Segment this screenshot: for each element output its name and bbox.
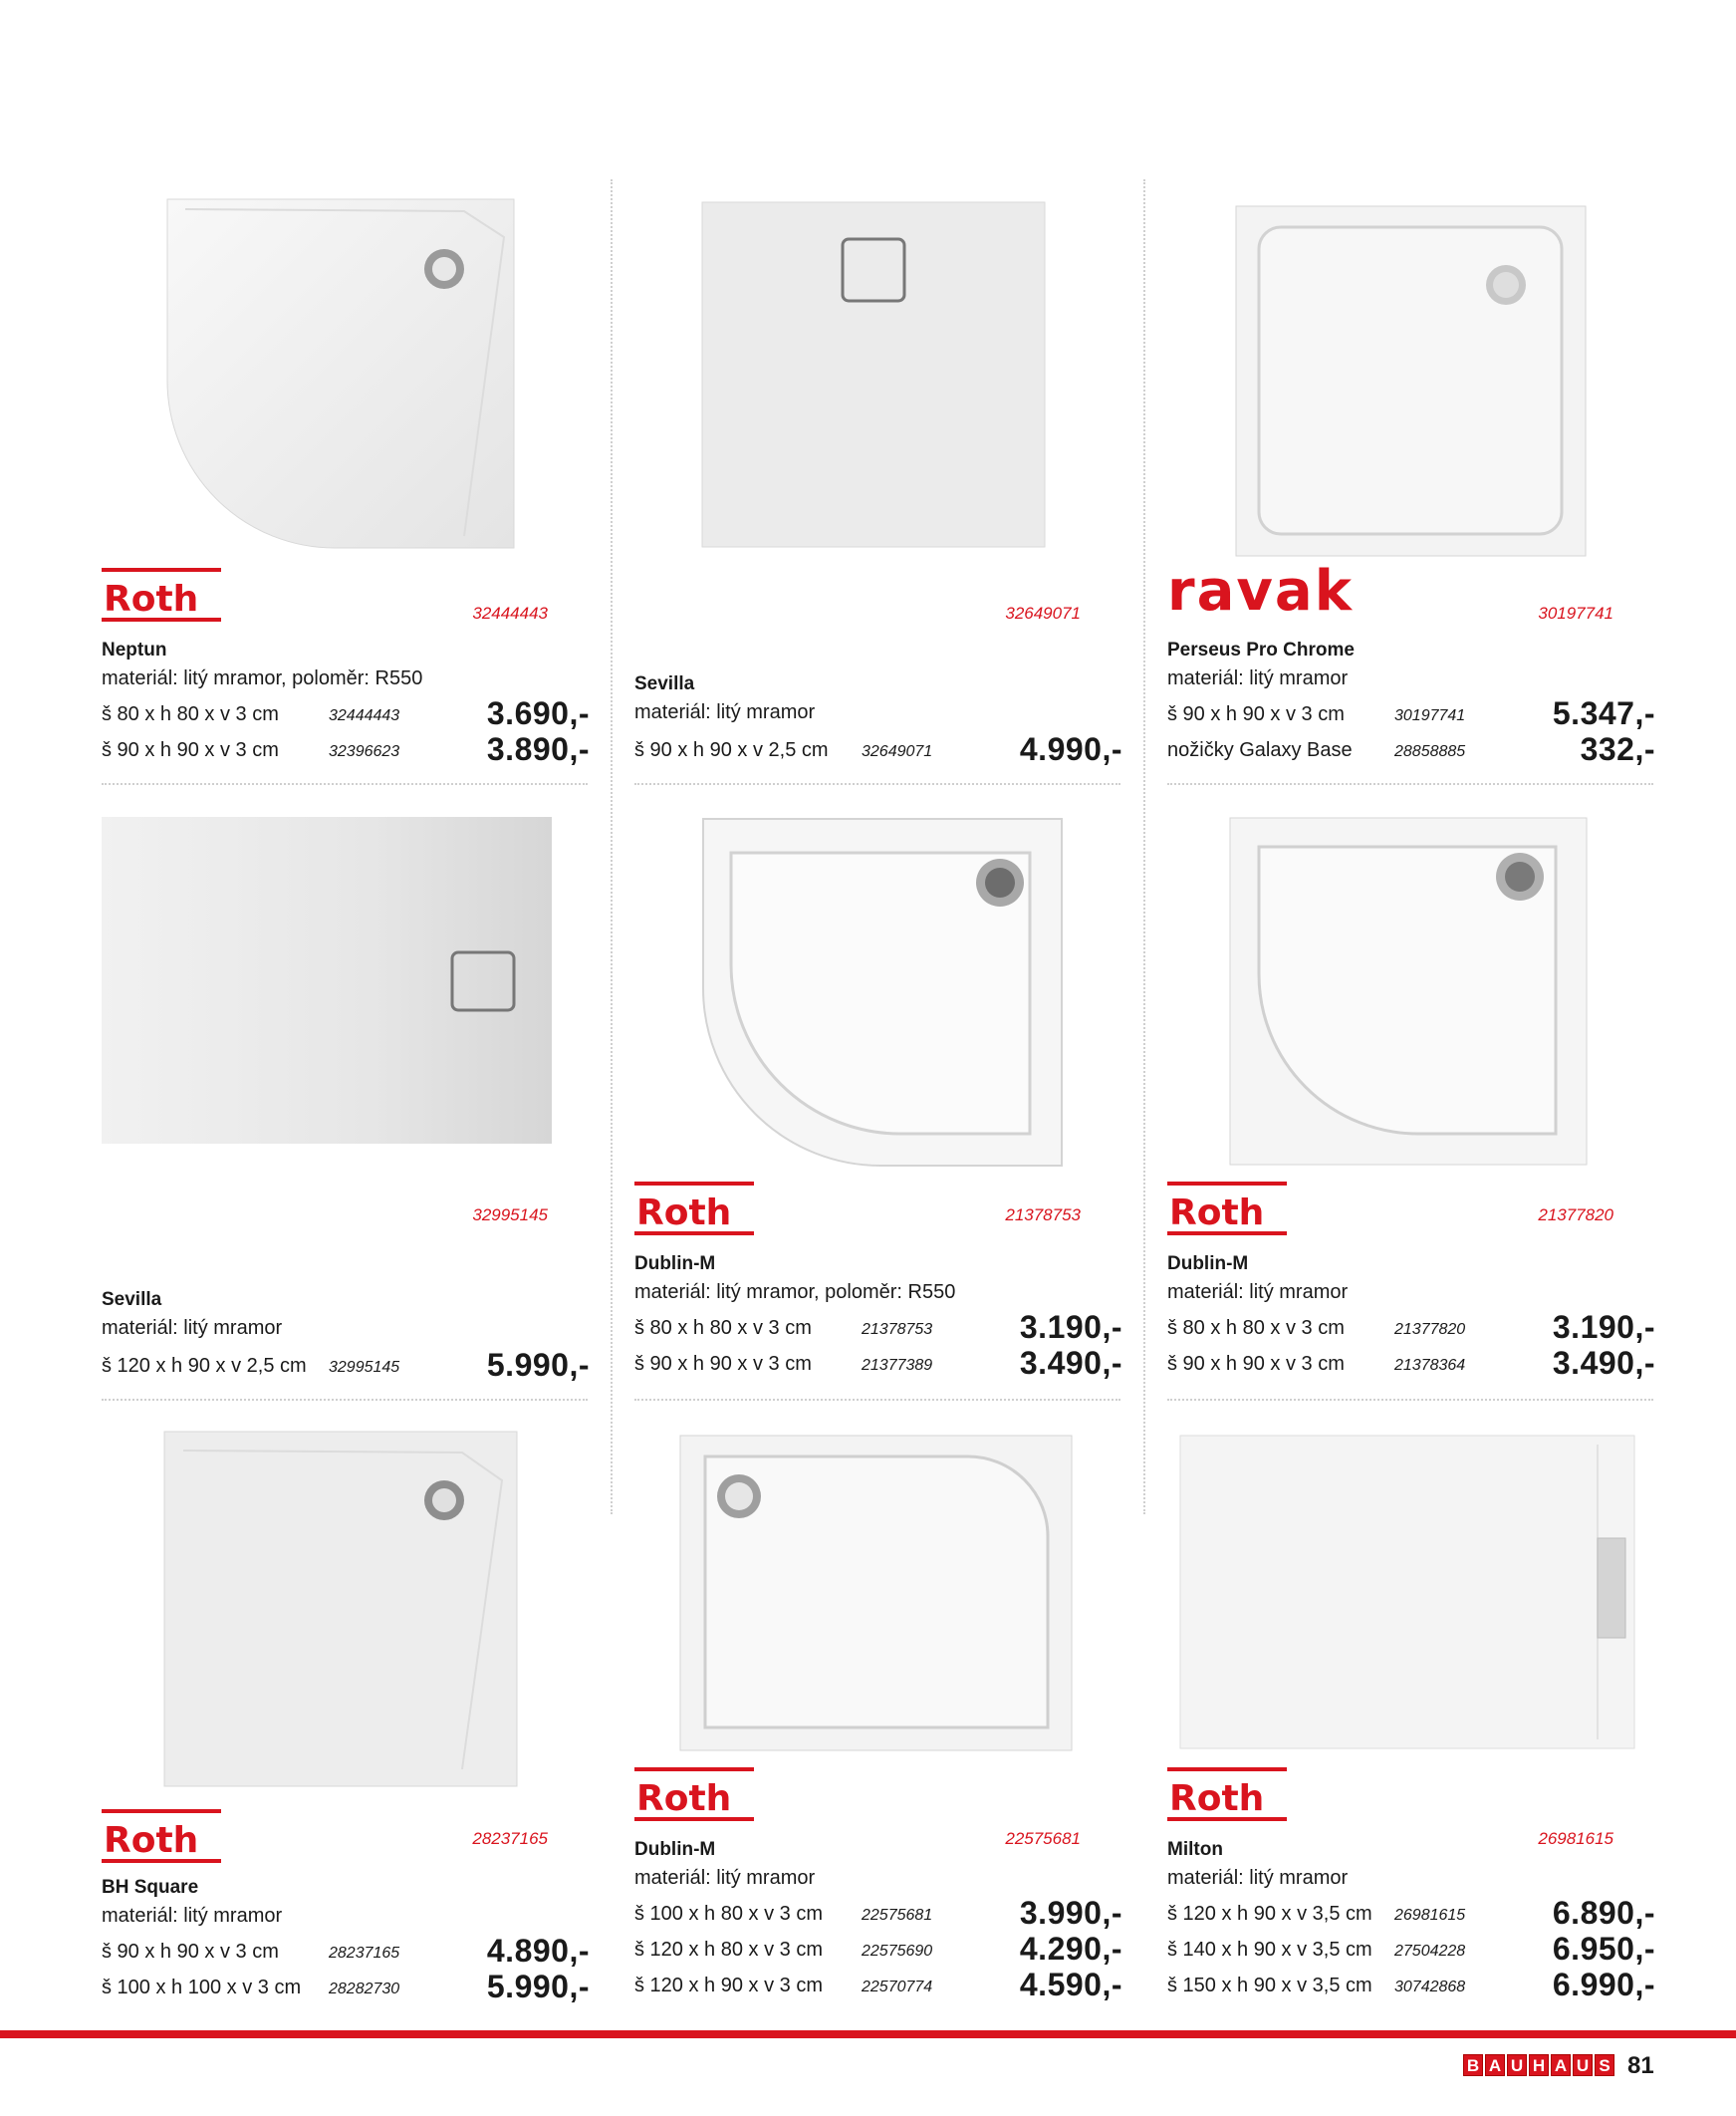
ravak-logo: ravak (1167, 559, 1354, 624)
product-name: BH Square (102, 1877, 199, 1898)
variant-dimensions: š 120 x h 80 x v 3 cm (634, 1939, 823, 1961)
product-material: materiál: litý mramor (1167, 1867, 1349, 1889)
product-card (1167, 559, 1655, 767)
variant-row (1167, 1967, 1655, 2006)
variant-row (1167, 1309, 1655, 1349)
variant-price: 4.290,- (1019, 1931, 1122, 1967)
variant-price: 5.990,- (486, 1969, 590, 2004)
product-material: materiál: litý mramor (634, 1867, 816, 1889)
variant-dimensions: š 90 x h 90 x v 3 cm (634, 1353, 812, 1375)
variant-row (1167, 1895, 1655, 1935)
bauhaus-logo-letter: H (1529, 2054, 1549, 2076)
product-card (634, 1182, 1122, 1381)
shower-tray-square-image (163, 1431, 518, 1787)
product-material: materiál: litý mramor (1167, 667, 1349, 689)
product-name: Dublin-M (634, 1839, 716, 1860)
variant-row (634, 1967, 1122, 2006)
variant-row (102, 731, 590, 771)
variant-row (634, 1895, 1122, 1935)
variant-price: 5.990,- (486, 1347, 590, 1383)
product-material: materiál: litý mramor (102, 1905, 283, 1927)
product-material: materiál: litý mramor (1167, 1281, 1349, 1303)
variant-dimensions: š 90 x h 90 x v 3 cm (102, 739, 279, 761)
roth-logo-text: Roth (1169, 1778, 1265, 1819)
variant-dimensions: š 100 x h 100 x v 3 cm (102, 1977, 302, 1998)
shower-tray-quarter-image (701, 817, 1064, 1168)
variant-dimensions: š 90 x h 90 x v 3 cm (1167, 1353, 1345, 1375)
roth-logo-text: Roth (104, 1820, 199, 1861)
product-card (1167, 1182, 1655, 1381)
variant-code: 22575681 (862, 1907, 933, 1924)
variant-price: 3.690,- (486, 695, 590, 731)
variant-code: 21377389 (862, 1357, 933, 1374)
footer-accent-bar (0, 2030, 1736, 2038)
variant-row (634, 1309, 1122, 1349)
roth-logo (102, 1809, 221, 1865)
variant-price: 3.190,- (1552, 1309, 1655, 1345)
variant-price: 6.890,- (1552, 1895, 1655, 1931)
bauhaus-logo-letter: B (1463, 2054, 1483, 2076)
product-code: 26981615 (1538, 1829, 1613, 1848)
variant-code: 26981615 (1394, 1907, 1466, 1924)
variant-dimensions: š 90 x h 90 x v 3 cm (1167, 703, 1345, 725)
product-code: 22575681 (1005, 1829, 1081, 1848)
product-card (102, 1809, 590, 2008)
column-divider (611, 179, 613, 1514)
bauhaus-logo-letter: U (1573, 2054, 1593, 2076)
product-name: Dublin-M (634, 1253, 716, 1274)
roth-logo (634, 1767, 754, 1823)
product-name: Perseus Pro Chrome (1167, 640, 1355, 661)
variant-row (102, 1933, 590, 1973)
product-code: 30197741 (1538, 604, 1613, 623)
product-card (634, 568, 1122, 767)
variant-dimensions: š 80 x h 80 x v 3 cm (634, 1317, 812, 1339)
variant-row (1167, 1931, 1655, 1971)
product-card (634, 1767, 1122, 2002)
roth-logo-text: Roth (104, 579, 199, 620)
row-divider (634, 783, 1120, 785)
row-divider (634, 1399, 1120, 1401)
variant-row (634, 1345, 1122, 1385)
variant-code: 27504228 (1394, 1943, 1466, 1960)
variant-code: 21378364 (1394, 1357, 1466, 1374)
variant-price: 3.490,- (1019, 1345, 1122, 1381)
variant-dimensions: š 120 x h 90 x v 2,5 cm (102, 1355, 307, 1377)
shower-tray-rectangle-image (102, 817, 552, 1144)
variant-row (1167, 695, 1655, 735)
variant-code: 30742868 (1394, 1979, 1466, 1995)
variant-dimensions: nožičky Galaxy Base (1167, 739, 1353, 761)
variant-dimensions: š 120 x h 90 x v 3,5 cm (1167, 1903, 1372, 1925)
roth-logo (634, 1182, 754, 1237)
roth-logo (1167, 1182, 1287, 1237)
variant-price: 4.590,- (1019, 1967, 1122, 2002)
product-card (102, 1172, 590, 1381)
product-material: materiál: litý mramor (634, 701, 816, 723)
variant-dimensions: š 90 x h 90 x v 3 cm (102, 1941, 279, 1963)
variant-code: 28237165 (329, 1945, 400, 1962)
variant-code: 28282730 (329, 1981, 400, 1997)
shower-tray-rectangle-image (1179, 1435, 1635, 1749)
bauhaus-logo-letter: A (1485, 2054, 1505, 2076)
shower-tray-quarter-image (1229, 817, 1588, 1166)
bauhaus-logo-letter: U (1507, 2054, 1527, 2076)
roth-logo-text: Roth (1169, 1192, 1265, 1233)
bauhaus-logo (1463, 2054, 1616, 2076)
variant-dimensions: š 100 x h 80 x v 3 cm (634, 1903, 823, 1925)
product-name: Sevilla (102, 1289, 162, 1310)
page-number: 81 (1627, 2052, 1654, 2079)
roth-logo (102, 568, 221, 624)
roth-logo-text: Roth (636, 1192, 732, 1233)
product-code: 32649071 (1005, 604, 1081, 623)
row-divider (1167, 1399, 1653, 1401)
bauhaus-logo-letter: S (1595, 2054, 1614, 2076)
variant-price: 332,- (1580, 731, 1655, 767)
variant-code: 22570774 (862, 1979, 933, 1995)
row-divider (1167, 783, 1653, 785)
product-material: materiál: litý mramor, poloměr: R550 (634, 1281, 956, 1303)
product-code: 28237165 (472, 1829, 548, 1848)
product-code: 32444443 (472, 604, 548, 623)
product-material: materiál: litý mramor, poloměr: R550 (102, 667, 423, 689)
variant-row (102, 1969, 590, 2008)
variant-row (102, 695, 590, 735)
variant-price: 3.990,- (1019, 1895, 1122, 1931)
row-divider (102, 1399, 588, 1401)
variant-price: 5.347,- (1552, 695, 1655, 731)
variant-code: 32396623 (329, 743, 400, 760)
variant-price: 6.990,- (1552, 1967, 1655, 2002)
roth-logo (1167, 1767, 1287, 1823)
variant-price: 3.490,- (1552, 1345, 1655, 1381)
product-card (1167, 1767, 1655, 2002)
variant-price: 3.190,- (1019, 1309, 1122, 1345)
variant-dimensions: š 80 x h 80 x v 3 cm (102, 703, 279, 725)
variant-code: 32995145 (329, 1359, 400, 1376)
roth-logo-text: Roth (636, 1778, 732, 1819)
variant-code: 30197741 (1394, 707, 1466, 724)
variant-dimensions: š 80 x h 80 x v 3 cm (1167, 1317, 1345, 1339)
product-code: 21377820 (1538, 1205, 1613, 1224)
variant-row (102, 1347, 590, 1387)
variant-price: 6.950,- (1552, 1931, 1655, 1967)
variant-dimensions: š 90 x h 90 x v 2,5 cm (634, 739, 829, 761)
product-material: materiál: litý mramor (102, 1317, 283, 1339)
variant-row (634, 1931, 1122, 1971)
shower-tray-quarter-image (165, 197, 516, 551)
variant-dimensions: š 120 x h 90 x v 3 cm (634, 1975, 823, 1996)
variant-row (634, 731, 1122, 771)
variant-code: 32649071 (862, 743, 933, 760)
shower-tray-square-image (701, 201, 1046, 548)
product-name: Sevilla (634, 673, 695, 694)
variant-code: 21377820 (1394, 1321, 1466, 1338)
variant-code: 28858885 (1394, 743, 1466, 760)
product-name: Neptun (102, 640, 167, 661)
variant-code: 22575690 (862, 1943, 933, 1960)
product-code: 21378753 (1005, 1205, 1081, 1224)
variant-price: 3.890,- (486, 731, 590, 767)
shower-tray-rectangle-image (679, 1435, 1073, 1751)
shower-tray-square-image (1235, 205, 1587, 557)
variant-price: 4.990,- (1019, 731, 1122, 767)
row-divider (102, 783, 588, 785)
variant-code: 21378753 (862, 1321, 933, 1338)
variant-price: 4.890,- (486, 1933, 590, 1969)
product-code: 32995145 (472, 1205, 548, 1224)
variant-dimensions: š 140 x h 90 x v 3,5 cm (1167, 1939, 1372, 1961)
column-divider (1143, 179, 1145, 1514)
variant-dimensions: š 150 x h 90 x v 3,5 cm (1167, 1975, 1372, 1996)
product-card (102, 568, 590, 767)
variant-row (1167, 1345, 1655, 1385)
variant-row (1167, 731, 1655, 771)
bauhaus-logo-letter: A (1551, 2054, 1571, 2076)
product-name: Dublin-M (1167, 1253, 1249, 1274)
product-name: Milton (1167, 1839, 1223, 1860)
variant-code: 32444443 (329, 707, 400, 724)
